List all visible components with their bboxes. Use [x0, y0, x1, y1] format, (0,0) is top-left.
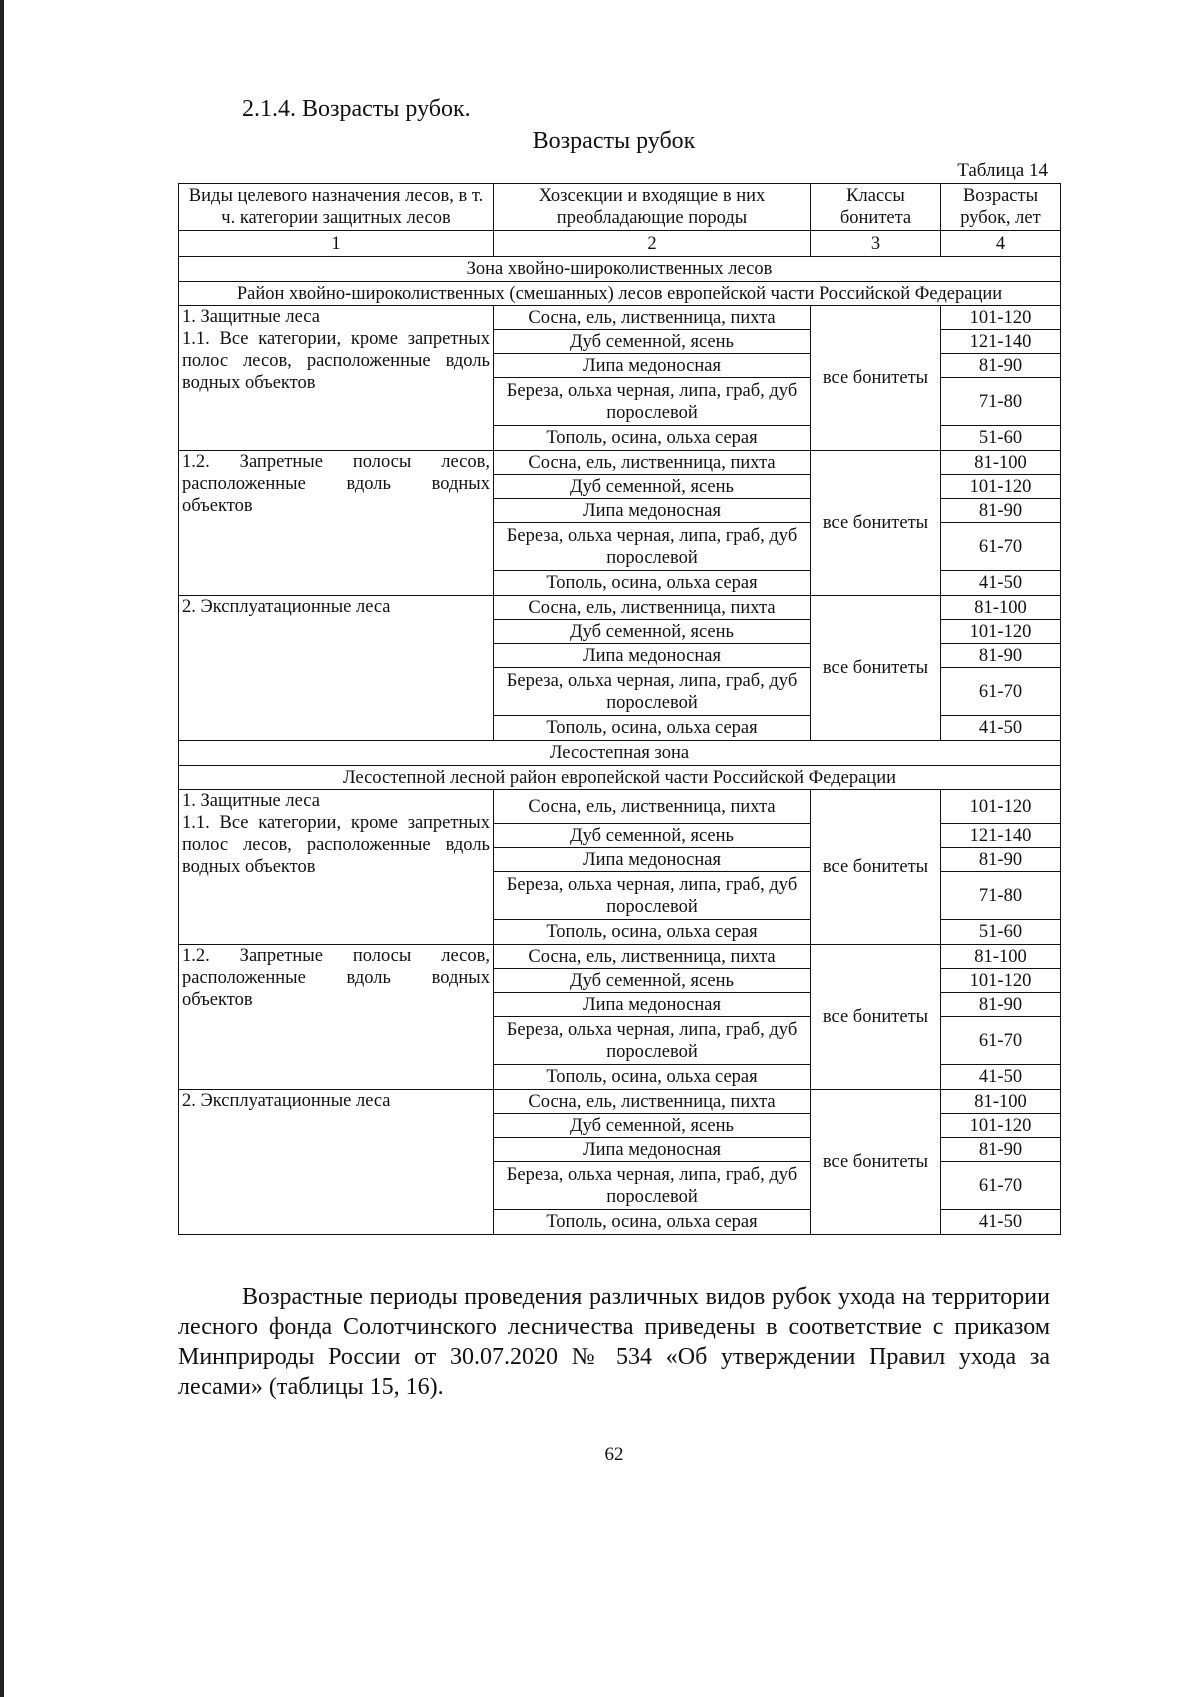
zone-row [179, 257, 1061, 282]
bonitet-cell: все бонитеты [811, 596, 941, 741]
species-cell: Береза, ольха черная, липа, граб, дуб порослевой [494, 872, 811, 920]
cutting-age-cell: 41-50 [941, 1065, 1061, 1090]
cutting-age-cell: 81-100 [941, 596, 1061, 620]
page-number: 62 [604, 1444, 624, 1465]
cutting-age-cell: 81-90 [941, 644, 1061, 668]
cutting-age-cell: 101-120 [941, 306, 1061, 330]
species-cell: Дуб семенной, ясень [494, 330, 811, 354]
zone-title: Лесостепная зона [179, 741, 1061, 766]
species-cell: Дуб семенной, ясень [494, 620, 811, 644]
table-row [179, 1090, 1061, 1114]
species-cell: Сосна, ель, лиственница, пихта [494, 596, 811, 620]
species-cell: Тополь, осина, ольха серая [494, 571, 811, 596]
cutting-age-cell: 81-90 [941, 354, 1061, 378]
species-cell: Липа медоносная [494, 993, 811, 1017]
species-cell: Береза, ольха черная, липа, граб, дуб порослевой [494, 378, 811, 426]
species-cell: Тополь, осина, ольха серая [494, 1210, 811, 1235]
cutting-age-cell: 81-100 [941, 451, 1061, 475]
species-cell: Липа медоносная [494, 1138, 811, 1162]
species-cell: Дуб семенной, ясень [494, 824, 811, 848]
forest-category: 1. Защитные леса 1.1. Все категории, кроме запретных полос лесов, расположенные вдоль водных объектов [179, 790, 494, 945]
cutting-age-cell: 61-70 [941, 523, 1061, 571]
forest-category: 2. Эксплуатационные леса [179, 596, 494, 741]
species-cell: Липа медоносная [494, 499, 811, 523]
cutting-age-cell: 81-100 [941, 945, 1061, 969]
cutting-age-cell: 81-100 [941, 1090, 1061, 1114]
region-row [179, 282, 1061, 306]
table-title: Возрасты рубок [532, 128, 696, 154]
species-cell: Сосна, ель, лиственница, пихта [494, 451, 811, 475]
region-title: Район хвойно-широколиственных (смешанных) лесов европейской части Российской Федерации [179, 282, 1061, 306]
cutting-age-cell: 51-60 [941, 426, 1061, 451]
column-number: 2 [494, 231, 811, 257]
species-cell: Липа медоносная [494, 644, 811, 668]
cutting-age-cell: 101-120 [941, 475, 1061, 499]
column-number: 1 [179, 231, 494, 257]
cutting-age-cell: 101-120 [941, 790, 1061, 824]
bonitet-cell: все бонитеты [811, 945, 941, 1090]
species-cell: Береза, ольха черная, липа, граб, дуб порослевой [494, 1017, 811, 1065]
species-cell: Сосна, ель, лиственница, пихта [494, 790, 811, 824]
species-cell: Дуб семенной, ясень [494, 969, 811, 993]
cutting-age-cell: 121-140 [941, 330, 1061, 354]
column-number: 3 [811, 231, 941, 257]
column-number-row [179, 231, 1061, 257]
bonitet-cell: все бонитеты [811, 790, 941, 945]
cutting-age-cell: 71-80 [941, 872, 1061, 920]
species-cell: Береза, ольха черная, липа, граб, дуб порослевой [494, 1162, 811, 1210]
cutting-age-cell: 41-50 [941, 1210, 1061, 1235]
species-cell: Тополь, осина, ольха серая [494, 920, 811, 945]
region-title: Лесостепной лесной район европейской части Российской Федерации [179, 766, 1061, 790]
zone-title: Зона хвойно-широколиственных лесов [179, 257, 1061, 282]
species-cell: Тополь, осина, ольха серая [494, 426, 811, 451]
body-paragraph: Возрастные периоды проведения различных видов рубок ухода на территории лесного фонда Солотчинского лесничества приведены в соответствие с приказом Минприроды России от 30.07.2020 № 534 «Об утверждении Правил ухода за лесами» (таблицы 15, 16). [178, 1284, 1050, 1400]
table-number: Таблица 14 [957, 160, 1048, 181]
column-number: 4 [941, 231, 1061, 257]
cutting-age-cell: 41-50 [941, 571, 1061, 596]
cutting-age-cell: 51-60 [941, 920, 1061, 945]
region-row [179, 766, 1061, 790]
bonitet-cell: все бонитеты [811, 451, 941, 596]
forest-category: 1.2. Запретные полосы лесов, расположенные вдоль водных объектов [179, 451, 494, 596]
cutting-age-cell: 81-90 [941, 848, 1061, 872]
header-row [179, 184, 1061, 231]
cutting-age-cell: 101-120 [941, 1114, 1061, 1138]
cutting-age-table [178, 183, 1061, 1235]
species-cell: Тополь, осина, ольха серая [494, 1065, 811, 1090]
zone-row [179, 741, 1061, 766]
bonitet-cell: все бонитеты [811, 1090, 941, 1235]
species-cell: Липа медоносная [494, 354, 811, 378]
species-cell: Тополь, осина, ольха серая [494, 716, 811, 741]
species-cell: Липа медоносная [494, 848, 811, 872]
species-cell: Дуб семенной, ясень [494, 1114, 811, 1138]
table-row [179, 945, 1061, 969]
cutting-age-cell: 71-80 [941, 378, 1061, 426]
cutting-age-cell: 41-50 [941, 716, 1061, 741]
header-cell: Классы бонитета [811, 184, 941, 231]
table-row [179, 790, 1061, 824]
bonitet-cell: все бонитеты [811, 306, 941, 451]
cutting-age-cell: 121-140 [941, 824, 1061, 848]
cutting-age-cell: 81-90 [941, 499, 1061, 523]
cutting-age-cell: 81-90 [941, 993, 1061, 1017]
forest-category: 2. Эксплуатационные леса [179, 1090, 494, 1235]
header-cell: Возрасты рубок, лет [941, 184, 1061, 231]
scan-edge [0, 0, 4, 1697]
header-cell: Хозсекции и входящие в них преобладающие породы [494, 184, 811, 231]
species-cell: Дуб семенной, ясень [494, 475, 811, 499]
cutting-age-cell: 61-70 [941, 1017, 1061, 1065]
species-cell: Сосна, ель, лиственница, пихта [494, 1090, 811, 1114]
table-row [179, 596, 1061, 620]
table-row [179, 306, 1061, 330]
cutting-age-cell: 81-90 [941, 1138, 1061, 1162]
species-cell: Береза, ольха черная, липа, граб, дуб порослевой [494, 668, 811, 716]
table-row [179, 451, 1061, 475]
cutting-age-cell: 61-70 [941, 1162, 1061, 1210]
species-cell: Сосна, ель, лиственница, пихта [494, 945, 811, 969]
forest-category: 1. Защитные леса 1.1. Все категории, кроме запретных полос лесов, расположенные вдоль водных объектов [179, 306, 494, 451]
forest-category: 1.2. Запретные полосы лесов, расположенные вдоль водных объектов [179, 945, 494, 1090]
cutting-age-cell: 101-120 [941, 620, 1061, 644]
section-heading: 2.1.4. Возрасты рубок. [242, 96, 471, 122]
species-cell: Сосна, ель, лиственница, пихта [494, 306, 811, 330]
header-cell: Виды целевого назначения лесов, в т. ч. категории защитных лесов [179, 184, 494, 231]
cutting-age-cell: 61-70 [941, 668, 1061, 716]
species-cell: Береза, ольха черная, липа, граб, дуб порослевой [494, 523, 811, 571]
cutting-age-cell: 101-120 [941, 969, 1061, 993]
